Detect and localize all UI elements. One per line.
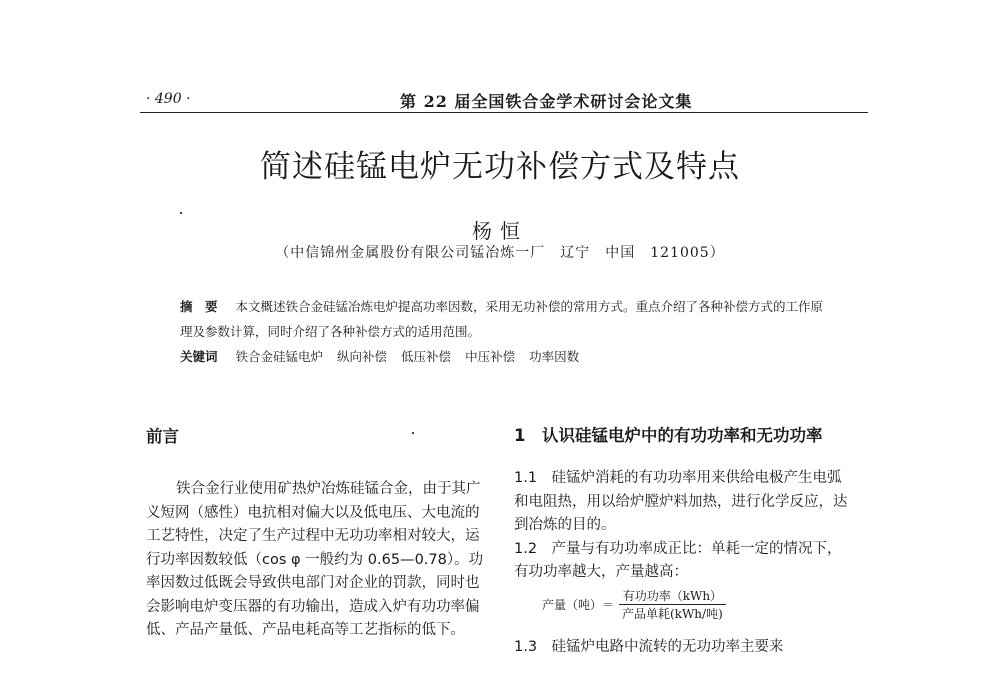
paragraph-1-3: 1.3 硅锰炉电路中流转的无功功率主要来 [514, 638, 784, 655]
right-column [514, 423, 854, 659]
journal-title: 第 22 届全国铁合金学术研讨会论文集 [400, 92, 693, 111]
paragraph-1-1: 1.1 硅锰炉消耗的有功功率用来供给电极产生电弧和电阻热，用以给炉膛炉料加热，进行化学反应，达到冶炼的目的。 [514, 470, 848, 533]
abstract-label: 摘 要 [180, 299, 218, 314]
formula-lhs: 产量（吨）＝ [542, 597, 615, 612]
paragraph-1-2: 1.2 产量与有功功率成正比：单耗一定的情况下，有功功率越大，产量越高： [514, 540, 842, 580]
keyword: 中压补偿 [465, 349, 516, 364]
header-rule [140, 112, 868, 113]
abstract-block [180, 294, 830, 369]
page-number: · 490 · [146, 91, 191, 107]
left-column [146, 423, 486, 643]
abstract-paragraph [180, 294, 830, 344]
production-formula [542, 587, 854, 622]
paper-author: 杨恒 [472, 219, 528, 243]
paper-title: 简述硅锰电炉无功补偿方式及特点 [260, 149, 740, 185]
keywords-label: 关键词 [180, 349, 218, 364]
preface-paragraph: 铁合金行业使用矿热炉冶炼硅锰合金，由于其广义短网（感性）电抗相对偏大以及低电压、大电流的工艺特性，决定了生产过程中无功功率相对较大，运行功率因数较低（cos φ 一般约为 0.65—0.78）。功率因数过低既会导致供电部门对企业的罚款，同时也会影响电炉变压器的有功输出，造成入炉有功功率偏低、产品产量低、产品电耗高等工艺指标的低下。 [146, 481, 484, 638]
abstract-text: 本文概述铁合金硅锰冶炼电炉提高功率因数，采用无功补偿的常用方式。重点介绍了各种补偿方式的工作原理及参数计算，同时介绍了各种补偿方式的适用范围。 [180, 299, 824, 339]
keyword: 纵向补偿 [337, 349, 388, 364]
keyword: 低压补偿 [401, 349, 452, 364]
section-heading-preface: 前言 [146, 427, 179, 446]
paper-affiliation: （中信锦州金属股份有限公司锰冶炼一厂 辽宁 中国 121005） [275, 245, 725, 261]
keyword: 功率因数 [529, 349, 580, 364]
section-heading-1: 1 认识硅锰电炉中的有功功率和无功功率 [514, 426, 823, 445]
formula-fraction [618, 587, 727, 622]
keywords-line [180, 344, 830, 369]
keyword: 铁合金硅锰电炉 [235, 349, 324, 364]
formula-numerator: 有功功率（kWh） [619, 587, 726, 605]
scan-speck [180, 212, 182, 214]
formula-denominator: 产品单耗(kWh/吨) [622, 606, 723, 621]
